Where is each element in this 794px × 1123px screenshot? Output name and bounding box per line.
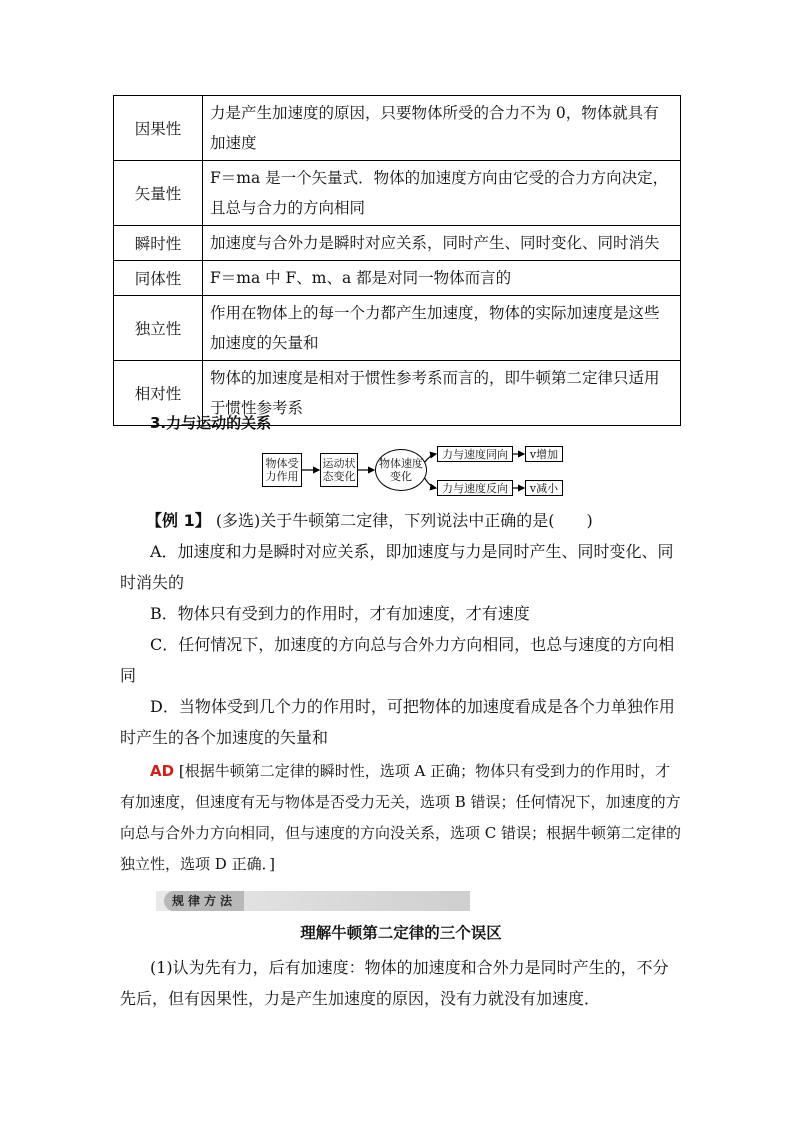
- property-desc: 物体的加速度是相对于惯性参考系而言的，即牛顿第二定律只适用于惯性参考系: [203, 361, 681, 426]
- flow-ellipse-velocity-change: 物体速度变化: [375, 449, 427, 491]
- property-name: 独立性: [114, 296, 203, 361]
- property-desc: F＝ma 中 F、m、a 都是对同一物体而言的: [203, 261, 681, 296]
- option-a: A．加速度和力是瞬时对应关系，即加速度与力是同时产生、同时变化、同时消失的: [120, 542, 674, 592]
- flow-box-v-increase: v增加: [525, 446, 563, 462]
- answer-key: AD: [150, 762, 175, 780]
- table-row: [114, 161, 681, 226]
- property-desc: 作用在物体上的每一个力都产生加速度，物体的实际加速度是这些加速度的矢量和: [203, 296, 681, 361]
- property-desc: 加速度与合外力是瞬时对应关系，同时产生、同时变化、同时消失: [203, 226, 681, 261]
- flow-box-motion-change: 运动状态变化: [320, 453, 358, 487]
- method-title: 理解牛顿第二定律的三个误区: [300, 924, 502, 942]
- property-name: 瞬时性: [114, 226, 203, 261]
- flow-box-opposite-direction: 力与速度反向: [437, 480, 513, 496]
- flow-box-v-decrease: v减小: [525, 480, 563, 496]
- table-row: [114, 296, 681, 361]
- property-desc: F＝ma 是一个矢量式．物体的加速度方向由它受的合力方向决定，且总与合力的方向相同: [203, 161, 681, 226]
- property-desc: 力是产生加速度的原因，只要物体所受的合力不为 0，物体就具有加速度: [203, 96, 681, 161]
- example-question-text: (多选)关于牛顿第二定律，下列说法中正确的是( ): [215, 511, 593, 530]
- option-b: B．物体只有受到力的作用时，才有加速度，才有速度: [150, 604, 530, 623]
- example-question: [146, 505, 686, 536]
- answer-explanation: [根据牛顿第二定律的瞬时性，选项 A 正确；物体只有受到力的作用时，才有加速度，但速度有无与物体是否受力无关，选项 B 错误；任何情况下，加速度的方向总与合外力方向相同，但与速度的方向没关系，选项 C 错误；根据牛顿第二定律的独立性，选项 D 正确．]: [120, 762, 682, 873]
- property-name: 矢量性: [114, 161, 203, 226]
- example-tag: 【例 1】: [146, 511, 211, 530]
- option-c: C．任何情况下，加速度的方向总与合外力方向相同，也总与速度的方向相同: [120, 635, 675, 685]
- method-banner: [156, 891, 470, 911]
- table-row: [114, 226, 681, 261]
- properties-table: [113, 95, 681, 426]
- table-row: [114, 261, 681, 296]
- property-name: 因果性: [114, 96, 203, 161]
- option-d: D．当物体受到几个力的作用时，可把物体的加速度看成是各个力单独作用时产生的各个加速度的矢量和: [120, 697, 675, 747]
- flow-box-force: 物体受力作用: [262, 453, 302, 487]
- method-point-1: (1)认为先有力，后有加速度：物体的加速度和合外力是同时产生的，不分先后，但有因果性，力是产生加速度的原因，没有力就没有加速度．: [120, 958, 669, 1008]
- answer-block: [120, 756, 682, 880]
- section-heading: 3.力与运动的关系: [150, 414, 272, 432]
- method-badge: 规律方法: [164, 891, 244, 911]
- table-row: [114, 96, 681, 161]
- property-name: 同体性: [114, 261, 203, 296]
- property-name: 相对性: [114, 361, 203, 426]
- flow-box-same-direction: 力与速度同向: [437, 446, 513, 462]
- force-motion-flow-diagram: [258, 443, 568, 503]
